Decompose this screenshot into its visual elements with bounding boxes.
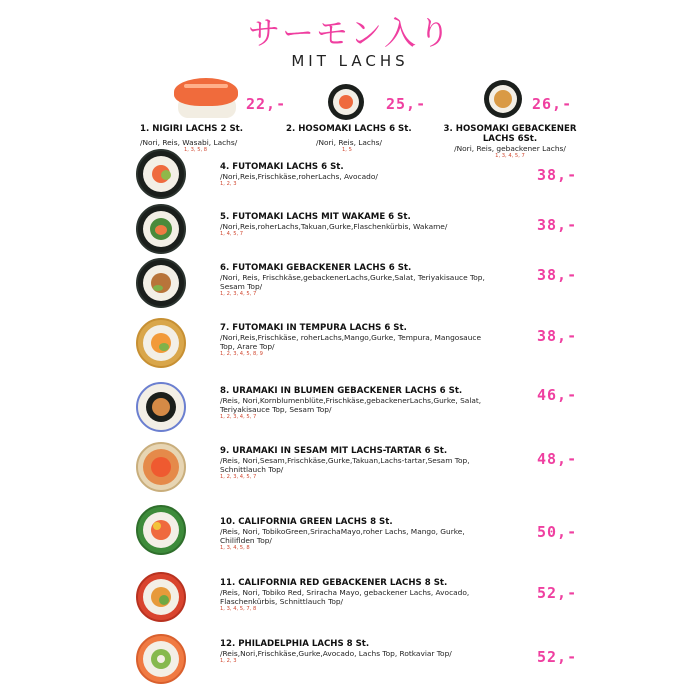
price-item-9: 48,- — [537, 450, 578, 468]
menu-item-2 — [286, 124, 426, 154]
price-item-8: 46,- — [537, 386, 578, 404]
item-name: 8. URAMAKI IN BLUMEN GEBACKENER LACHS 6 St. — [220, 386, 463, 396]
price-item-2: 25,- — [386, 95, 427, 113]
hosomaki-fried-image — [484, 80, 522, 118]
item-allergens: 1, 2, 3, 4, 5, 7 — [220, 474, 257, 480]
price-item-5: 38,- — [537, 216, 578, 234]
price-item-12: 52,- — [537, 648, 578, 666]
menu-item-12 — [220, 639, 490, 665]
item-ingredients: /Nori,Reis,roherLachs,Takuan,Gurke,Flaschenkürbis, Wakame/ — [220, 222, 448, 231]
item-name: 5. FUTOMAKI LACHS MIT WAKAME 6 St. — [220, 212, 411, 222]
roll-image-11 — [136, 572, 186, 622]
item-name: 10. CALIFORNIA GREEN LACHS 8 St. — [220, 517, 393, 527]
item-ingredients: /Nori, Reis, Lachs/ — [316, 138, 383, 147]
item-ingredients: /Reis, Nori, Tobiko Red, Sriracha Mayo, gebackener Lachs, Avocado, Flaschenkürbis, Schnittlauch Top/ — [220, 588, 470, 606]
roll-image-5 — [136, 204, 186, 254]
item-name: 7. FUTOMAKI IN TEMPURA LACHS 6 St. — [220, 323, 407, 333]
item-allergens: 1, 3, 5, 8 — [184, 147, 208, 153]
item-name: 11. CALIFORNIA RED GEBACKENER LACHS 8 St. — [220, 578, 448, 588]
item-ingredients: /Nori,Reis,Frischkäse, roherLachs,Mango,Gurke, Tempura, Mangosauce Top, Arare Top/ — [220, 333, 482, 351]
item-allergens: 1, 5 — [342, 147, 352, 153]
price-item-3: 26,- — [532, 95, 573, 113]
menu-item-10 — [220, 517, 490, 552]
item-ingredients: /Nori, Reis, Wasabi, Lachs/ — [140, 138, 238, 147]
item-allergens: 1, 2, 3 — [220, 181, 237, 187]
roll-image-10 — [136, 505, 186, 555]
price-item-1: 22,- — [246, 95, 287, 113]
item-name: 4. FUTOMAKI LACHS 6 St. — [220, 162, 344, 172]
item-ingredients: /Reis,Nori,Frischkäse,Gurke,Avocado, Lachs Top, Rotkaviar Top/ — [220, 649, 452, 658]
item-name: 9. URAMAKI IN SESAM MIT LACHS-TARTAR 6 St. — [220, 446, 448, 456]
roll-image-7 — [136, 318, 186, 368]
item-ingredients: /Nori, Reis, Frischkäse,gebackenerLachs,Gurke,Salat, Teriyakisauce Top, Sesam Top/ — [220, 273, 485, 291]
price-item-10: 50,- — [537, 523, 578, 541]
item-allergens: 1, 3, 4, 5, 8 — [220, 545, 250, 551]
roll-image-6 — [136, 258, 186, 308]
item-ingredients: /Reis, Nori,Kornblumenblüte,Frischkäse,gebackenerLachs,Gurke, Salat, Teriyakisauce Top, Sesam Top/ — [220, 396, 482, 414]
roll-image-4 — [136, 149, 186, 199]
item-allergens: 1, 2, 3, 4, 5, 7 — [220, 291, 257, 297]
price-item-4: 38,- — [537, 166, 578, 184]
item-allergens: 1, 4, 5, 7 — [220, 231, 244, 237]
menu-item-6 — [220, 263, 490, 298]
item-allergens: 1, 3, 4, 5, 7 — [495, 153, 525, 159]
item-allergens: 1, 2, 3 — [220, 658, 237, 664]
item-allergens: 1, 3, 4, 5, 7, 8 — [220, 606, 257, 612]
item-allergens: 1, 2, 3, 4, 5, 8, 9 — [220, 351, 263, 357]
roll-image-8 — [136, 382, 186, 432]
price-item-6: 38,- — [537, 266, 578, 284]
menu-subtitle: MIT LACHS — [291, 52, 409, 70]
menu-title: サーモン入り — [247, 14, 452, 52]
item-ingredients: /Reis, Nori, TobikoGreen,SrirachaMayo,roher Lachs, Mango, Gurke, Chiliflden Top/ — [220, 527, 465, 545]
menu-item-9 — [220, 446, 490, 481]
item-name: 12. PHILADELPHIA LACHS 8 St. — [220, 639, 370, 649]
item-ingredients: /Nori,Reis,Frischkäse,roherLachs, Avocado/ — [220, 172, 378, 181]
menu-item-4 — [220, 162, 490, 188]
roll-image-12 — [136, 634, 186, 684]
item-ingredients: /Reis, Nori,Sesam,Frischkäse,Gurke,Takuan,Lachs-tartar,Sesam Top, Schnittlauch Top/ — [220, 456, 470, 474]
menu-item-11 — [220, 578, 490, 613]
item-name: 2. HOSOMAKI LACHS 6 St. — [286, 124, 412, 134]
item-ingredients: /Nori, Reis, gebackener Lachs/ — [454, 144, 566, 153]
menu-item-3 — [440, 124, 580, 160]
menu-item-7 — [220, 323, 490, 358]
item-name: 3. HOSOMAKI GEBACKENER LACHS 6St. — [443, 124, 577, 144]
nigiri-image — [172, 74, 242, 120]
price-item-11: 52,- — [537, 584, 578, 602]
menu-item-8 — [220, 386, 490, 421]
item-name: 1. NIGIRI LACHS 2 St. — [140, 124, 244, 134]
price-item-7: 38,- — [537, 327, 578, 345]
item-allergens: 1, 2, 3, 4, 5, 7 — [220, 414, 257, 420]
roll-image-9 — [136, 442, 186, 492]
menu-item-5 — [220, 212, 490, 238]
hosomaki-image — [328, 84, 364, 120]
item-name: 6. FUTOMAKI GEBACKENER LACHS 6 St. — [220, 263, 412, 273]
